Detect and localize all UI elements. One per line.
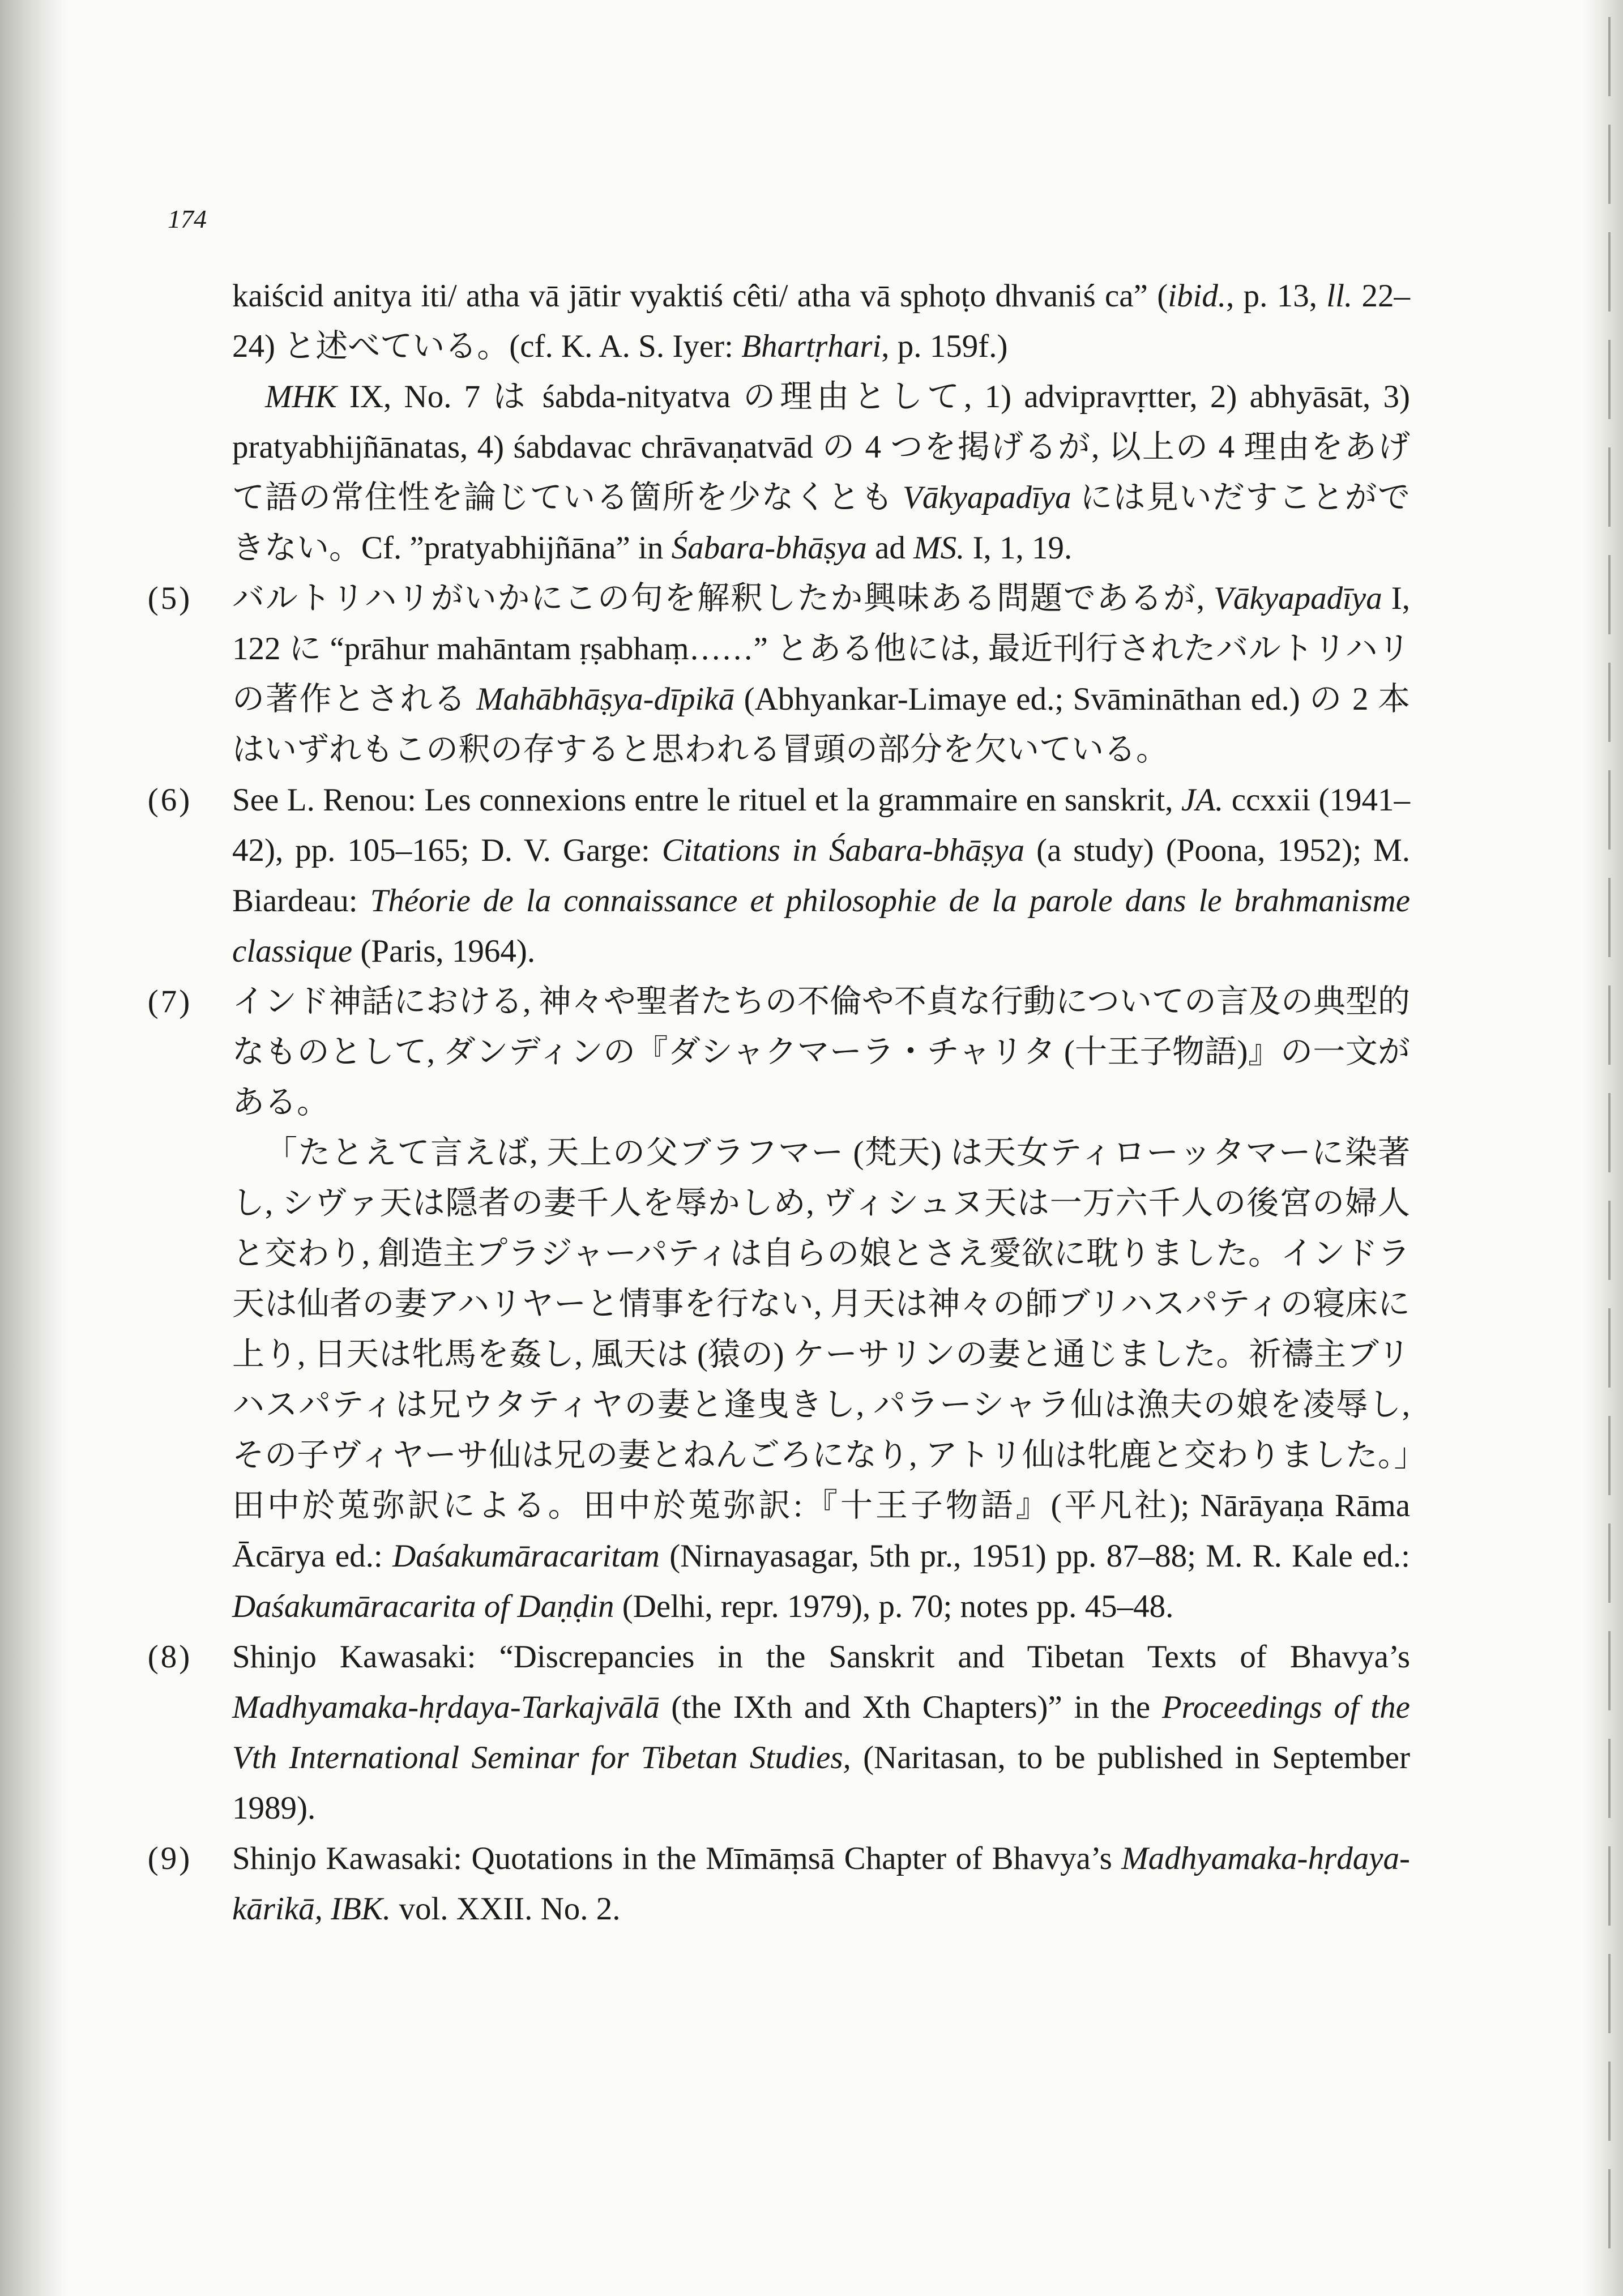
text-run: (Delhi, repr. 1979), p. 70; notes pp. 45–48. — [614, 1589, 1174, 1624]
paragraph — [232, 976, 1410, 1128]
text-run: Shinjo Kawasaki: Quotations in the Mīmāṃsā Chapter of Bhavya’s — [232, 1841, 1122, 1876]
text-run: (Naritasan, to be published in September 1989). — [232, 1740, 1410, 1826]
footnote — [147, 976, 1410, 1632]
footnote-number: (5) — [147, 581, 193, 616]
text-run: インド神話における, 神々や聖者たちの不倫や不貞な行動についての言及の典型的なものとして, ダンディンの『ダシャクマーラ・チャリタ (十王子物語)』の一文がある。 — [232, 984, 1410, 1120]
scan-shadow-right — [1583, 0, 1623, 2296]
text-run: ccxxii (1941–42), pp. 105–165; D. V. Garge: — [232, 782, 1410, 868]
text-run: 「たとえて言えば, 天上の父ブラフマー (梵天) は天女ティローッタマーに染著し, シヴァ天は隠者の妻千人を辱かしめ, ヴィシュヌ天は一万六千人の後宮の婦人と交わり, 創造主プラジャーパティは自らの娘とさえ愛欲に耽りました。インドラ天は仙者の妻アハリヤーと情事を行ない, 月天は神々の師ブリハスパティの寝床に上り, 日天は牝馬を姦し, 風天は (猿の) ケーサリンの妻と通じました。祈禱主ブリハスパティは兄ウタティヤの妻と逢曳きし, パラーシャラ仙は漁夫の娘を凌辱し, その子ヴィヤーサ仙は兄の妻とねんごろになり, アトリ仙は牝鹿と交わりました。」田中於莵弥訳による。田中於莵弥訳:『十王子物語』(平凡社); Nārāyaṇa Rāma Ācārya ed.: — [232, 1135, 1410, 1574]
footnote-number: (6) — [147, 782, 193, 818]
italic-text: MHK — [265, 379, 337, 415]
italic-text: Citations in Śabara-bhāṣya — [661, 833, 1025, 868]
paragraph — [232, 1128, 1410, 1632]
page-edge-mark — [1608, 17, 1611, 2271]
footnote-number: (8) — [147, 1639, 193, 1675]
footnote — [147, 1833, 1410, 1934]
paragraph — [232, 1632, 1410, 1833]
page-number: 174 — [168, 204, 207, 233]
italic-text: Daśakumāracaritam — [392, 1538, 660, 1574]
footnotes-body — [147, 271, 1411, 1934]
italic-text: MS. — [913, 530, 965, 566]
paragraph — [232, 271, 1410, 372]
italic-text: Mahābhāṣya-dīpikā — [476, 681, 735, 717]
italic-text: JA. — [1181, 782, 1224, 818]
footnote — [147, 775, 1411, 976]
text-run: Shinjo Kawasaki: “Discrepancies in the Sanskrit and Tibetan Texts of Bhavya’s — [232, 1639, 1410, 1675]
text-run: , p. 159f.) — [881, 328, 1008, 364]
text-run: kaiścid anitya iti/ atha vā jātir vyaktiś cêti/ atha vā sphoṭo dhvaniś ca” ( — [232, 278, 1168, 314]
paragraph — [232, 1833, 1410, 1934]
italic-text: Théorie de la connaissance et philosophie de la parole dans le brahmanisme classique — [232, 883, 1410, 969]
footnote-number: (9) — [147, 1841, 193, 1876]
italic-text: ll. — [1326, 278, 1353, 314]
paragraph — [232, 775, 1410, 976]
text-run: ad — [866, 530, 914, 566]
italic-text: Vākyapadīya — [1214, 581, 1382, 616]
footnote — [147, 573, 1410, 775]
text-run: vol. XXII. No. 2. — [391, 1891, 621, 1927]
text-run: (the IXth and Xth Chapters)” in the — [659, 1689, 1162, 1725]
footnote-number: (7) — [147, 984, 193, 1019]
text-run: I, 122 に “prāhur mahāntam ṛṣabhaṃ……” とある他には, 最近刊行されたバルトリハリの著作とされる — [232, 581, 1410, 717]
italic-text: Daśakumāracarita of Daṇḍin — [232, 1589, 614, 1624]
paragraph — [232, 573, 1410, 775]
text-run: See L. Renou: Les connexions entre le rituel et la grammaire en sanskrit, — [232, 782, 1181, 818]
text-run: 22–24) と述べている。(cf. K. A. S. Iyer: — [232, 278, 1411, 364]
paragraph — [232, 372, 1410, 573]
italic-text: ibid. — [1168, 278, 1227, 314]
italic-text: Śabara-bhāṣya — [671, 530, 867, 566]
text-run: (a study) (Poona, 1952); M. Biardeau: — [232, 833, 1411, 919]
italic-text: Madhyamaka-hṛdaya-kārikā, IBK. — [232, 1841, 1410, 1927]
italic-text: Vākyapadīya — [903, 480, 1071, 515]
text-run: , p. 13, — [1226, 278, 1327, 314]
text-run: IX, No. 7 は śabda-nityatva の理由として, 1) advipravṛtter, 2) abhyāsāt, 3) pratyabhijñānatas, 4) śabdavac chrāvaṇatvād の 4 つを掲げるが, 以上の 4 理由をあげて語の常住性を論じている箇所を少なくとも — [232, 379, 1410, 515]
italic-text: Bhartṛhari — [741, 328, 882, 364]
footnote — [147, 1632, 1410, 1833]
italic-text: Madhyamaka-hṛdaya-Tarkajvālā — [232, 1689, 660, 1725]
italic-text: Proceedings of the Vth International Seminar for Tibetan Studies, — [232, 1689, 1410, 1776]
text-run: には見いだすことができない。Cf. ”pratyabhijñāna” in — [232, 480, 1411, 566]
text-run: (Abhyankar-Limaye ed.; Svāmināthan ed.) の 2 本はいずれもこの釈の存すると思われる冒頭の部分を欠いている。 — [232, 681, 1410, 767]
text-run: I, 1, 19. — [964, 530, 1073, 566]
text-run: (Nirnayasagar, 5th pr., 1951) pp. 87–88; M. R. Kale ed.: — [659, 1538, 1410, 1574]
text-run: (Paris, 1964). — [352, 933, 536, 969]
text-run: バルトリハリがいかにこの句を解釈したか興味ある問題であるが, — [232, 581, 1214, 616]
scan-shadow-left — [0, 0, 68, 2296]
